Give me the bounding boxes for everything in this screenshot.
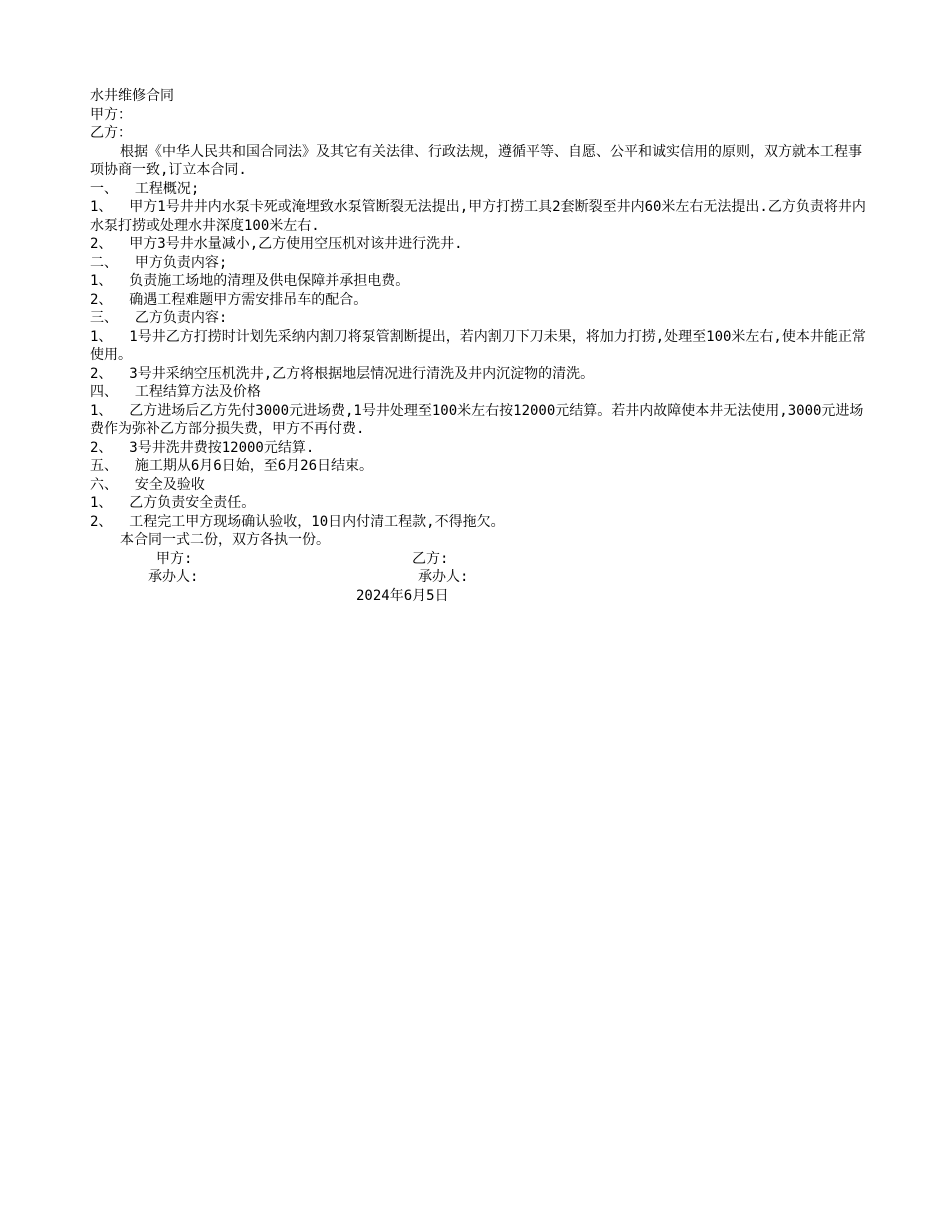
section-1-item-2: 2、 甲方3号井水量减小,乙方使用空压机对该井进行洗井. [90, 236, 463, 252]
section-4-heading: 四、 工程结算方法及价格 [90, 384, 261, 400]
signature-handler-a-label: 承办人: [148, 569, 199, 585]
section-1-item-1: 1、 甲方1号井井内水泵卡死或淹埋致水泵管断裂无法提出,甲方打捞工具2套断裂至井内60米左右无法提出.乙方负责将井内水泵打捞或处理水井深度100米左右. [90, 199, 866, 234]
section-2-heading: 二、 甲方负责内容; [90, 254, 228, 271]
contract-document [90, 87, 870, 605]
signature-handler-b-label: 承办人: [418, 569, 469, 585]
section-6-item-2: 2、 工程完工甲方现场确认验收，10日内付清工程款,不得拖欠。 [90, 513, 505, 530]
section-3-item-1: 1、 1号井乙方打捞时计划先采纳内割刀将泵管割断提出，若内割刀下刀未果，将加力打捞,处理至100米左右,使本井能正常使用。 [90, 328, 866, 363]
party-b-line: 乙方： [90, 125, 132, 141]
party-a-line: 甲方： [90, 106, 132, 123]
preamble-paragraph: 根据《中华人民共和国合同法》及其它有关法律、行政法规，遵循平等、自愿、公平和诚实信用的原则，双方就本工程事项协商一致,订立本合同. [90, 143, 862, 178]
section-2-item-2: 2、 确遇工程难题甲方需安排吊车的配合。 [90, 291, 368, 308]
section-3-item-2: 2、 3号井采纳空压机洗井,乙方将根据地层情况进行清洗及井内沉淀物的清洗。 [90, 365, 595, 382]
section-5-heading: 五、 施工期从6月6日始，至6月26日结束。 [90, 458, 373, 474]
contract-date: 2024年6月5日 [356, 587, 449, 604]
signature-party-a-label: 甲方: [156, 550, 193, 567]
signature-handler-row [90, 568, 870, 587]
section-1-heading: 一、 工程概况; [90, 180, 200, 197]
section-6-heading: 六、 安全及验收 [90, 476, 205, 493]
signature-party-row [90, 550, 870, 569]
section-6-item-1: 1、 乙方负责安全责任。 [90, 495, 256, 511]
section-4-item-1: 1、 乙方进场后乙方先付3000元进场费,1号井处理至100米左右按12000元结算。若井内故障使本井无法使用,3000元进场费作为弥补乙方部分损失费，甲方不再付费. [90, 402, 864, 437]
closing-statement: 本合同一式二份，双方各执一份。 [120, 532, 330, 548]
date-row [90, 587, 870, 606]
section-4-item-2: 2、 3号井洗井费按12000元结算. [90, 439, 315, 456]
document-title: 水井维修合同 [90, 88, 174, 104]
signature-party-b-label: 乙方: [412, 550, 449, 567]
section-3-heading: 三、 乙方负责内容: [90, 310, 228, 326]
section-2-item-1: 1、 负责施工场地的清理及供电保障并承担电费。 [90, 273, 410, 289]
